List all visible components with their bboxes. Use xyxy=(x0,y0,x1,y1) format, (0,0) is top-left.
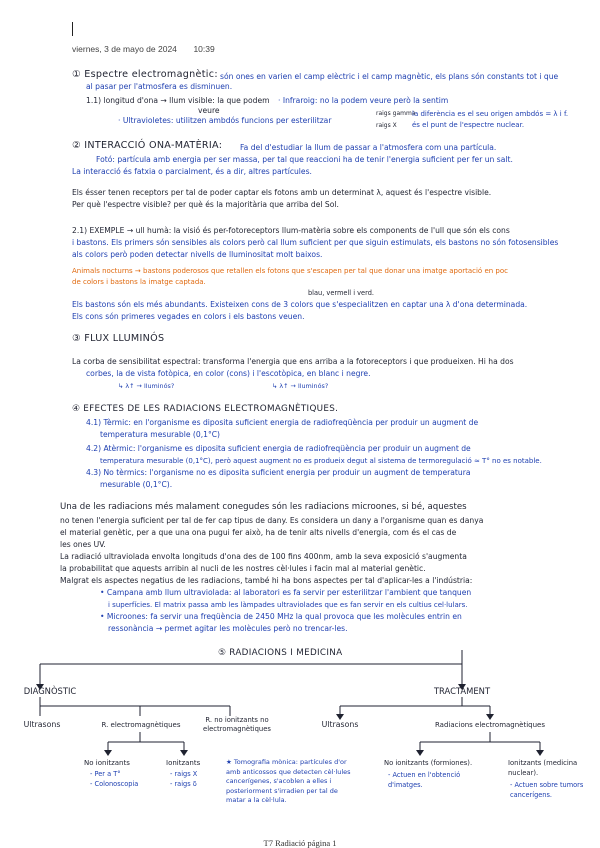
tract-ionitzants: Ionitzants (medicina nuclear). xyxy=(508,759,578,777)
para-bullet-2: • Microones: fa servir una freqüència de 2450 MHz la qual provoca que les molècules entrin en xyxy=(100,612,462,621)
s2-p1: Fa del d'estudiar la llum de passar a l'atmosfera com una partícula. xyxy=(240,143,497,152)
s2-example-3: als colors però poden detectar nivells de lluminositat molt baixos. xyxy=(72,250,323,259)
para-line-4: les ones UV. xyxy=(60,540,106,549)
diag-tomografia: ★ Tomografia mònica: partícules d'or amb anticossos que detecten cèl·lules cancerígenes, s'acoblen a elles i posteriorment s'irradien per tal de matar a la cèl·lula. xyxy=(226,758,351,804)
s4-termic-2: temperatura mesurable (0,1°C) xyxy=(100,430,221,439)
s2-p4: Els ésser tenen receptors per tal de poder captar els fotons amb un determinat λ, aquest és l'espectre visible. xyxy=(72,188,492,197)
s4-termic-1: 4.1) Tèrmic: en l'organisme es diposita suficient energia de radiofreqüència per produir un augment de xyxy=(86,418,479,427)
s4-atermic-2: temperatura mesurable (0,1°C), però aquest augment no es produeix degut al sistema de termoregulació ≈ T° no es notable. xyxy=(100,457,542,465)
diag-no-ion-a: - Per a T° xyxy=(90,770,121,778)
s2-bastons-2: Els cons són primeres vegades en colors i els bastons veuen. xyxy=(72,312,305,321)
section-2-title: ② INTERACCIÓ ONA-MATÈRIA: xyxy=(72,140,223,151)
s1-infraroig: · Infraroig: no la podem veure però la sentim xyxy=(278,96,449,105)
s2-p3: La interacció és fatxia o parcialment, és a dir, altres partícules. xyxy=(72,167,312,176)
s2-p2: Fotó: partícula amb energia per ser massa, per tal que reaccioni ha de tenir l'energia suficient per fer un salt. xyxy=(96,155,513,164)
s2-example-2: i bastons. Els primers són sensibles als colors però cal llum suficient per que siguin estimulats, els bastons no són fotosensibles xyxy=(72,238,559,247)
s1-definition: són ones en varien el camp elèctric i el camp magnètic, els plans són constants tot i que xyxy=(220,72,559,81)
diagnostic-heading: DIAGNÒSTIC xyxy=(23,686,77,696)
diag-no-ion-b: - Colonoscopia xyxy=(90,780,139,788)
tract-radiacions-em: Radiacions electromagnètiques xyxy=(434,721,546,729)
s2-example-1: 2.1) EXEMPLE → ull humà: la visió és per-fotoreceptors llum-matèria sobre els components de l'ull que són els cons xyxy=(72,226,510,235)
s1-diferencia-2: és el punt de l'espectre nuclear. xyxy=(412,121,525,129)
s3-sub-2: ↳ λ↑ → lluminós? xyxy=(272,382,329,390)
s4-notermic-2: mesurable (0,1°C). xyxy=(100,480,173,489)
s4-notermic-1: 4.3) No tèrmics: l'organisme no es diposita suficient energia per produir un augment de temperatura xyxy=(86,468,471,477)
s4-atermic-1: 4.2) Atèrmic: l'organisme es diposita suficient energia de radiofreqüència per produir un augment de xyxy=(86,444,471,453)
tract-ion-a: - Actuen sobre tumors cancerígens. xyxy=(510,781,584,799)
diag-no-ionitzants: No ionitzants xyxy=(84,759,130,767)
para-line-1: Una de les radiacions més malament conegudes són les radiacions microones, si bé, aquestes xyxy=(60,502,467,512)
para-bullet-2b: ressonància → permet agitar les molècules però no trencar-les. xyxy=(108,624,348,633)
s2-animals-1: Animals nocturns → bastons poderosos que retallen els fotons que s'escapen per tal que donar una imatge aportació en poc xyxy=(72,267,508,275)
s1-ultraviolades: · Ultravioletes: utilitzen ambdós funcions per esterilitzar xyxy=(118,116,332,125)
s2-rgb: blau, vermell i verd. xyxy=(308,289,374,297)
s2-bastons-1: Els bastons són els més abundants. Existeixen cons de 3 colors que s'especialitzen en captar una λ d'ona determinada. xyxy=(72,300,528,309)
para-line-5: La radiació ultraviolada envolta longituds d'ona des de 100 fins 400nm, amb la seva exposició s'augmenta xyxy=(60,552,467,561)
s1-raigs-x: raigs X xyxy=(376,122,397,129)
para-line-3: el material genètic, per a que una ona pugui fer això, ha de tenir alts nivells d'energia, com és el cas de xyxy=(60,528,457,537)
s2-animals-2: de colors i bastons la imatge captada. xyxy=(72,278,206,286)
section-5-title: ⑤ RADIACIONS I MEDICINA xyxy=(218,648,343,658)
s1-longitud-2: veure xyxy=(198,106,220,115)
diag-r-no-ionitzants: R. no ionitzants no electromagnètiques xyxy=(203,716,271,733)
section-3-title: ③ FLUX LLUMINÓS xyxy=(72,333,165,344)
para-line-2: no tenen l'energia suficient per tal de fer cap tipus de dany. Es considera un dany a l'organisme quan es danya xyxy=(60,516,484,525)
diag-r-electromagnetiques: R. electromagnètiques xyxy=(101,721,181,729)
diag-ion-a: - raigs X xyxy=(170,770,198,778)
diag-ultrasons: Ultrasons xyxy=(23,720,61,729)
page-footer: T7 Radiació página 1 xyxy=(263,838,337,848)
s1-longitud: 1.1) longitud d'ona → llum visible: la que podem xyxy=(86,96,270,105)
page-date: viernes, 3 de mayo de 2024 10:39 xyxy=(72,44,215,54)
para-line-6: la probabilitat que aquests arribin al nucli de les nostres cèl·lules i facin mal al material genètic. xyxy=(60,564,426,573)
diag-ion-b: - raigs δ xyxy=(170,780,197,788)
para-bullet-1b: i superfícies. El matrix passa amb les làmpades ultraviolades que es fan servir en els cultius cel·lulars. xyxy=(108,601,468,609)
para-bullet-1: • Campana amb llum ultraviolada: al laboratori es fa servir per esterilitzar l'ambient que tanquen xyxy=(100,588,472,597)
tract-no-ionitzants: No ionitzants (formiones). xyxy=(384,759,473,767)
section-4-title: ④ EFECTES DE LES RADIACIONS ELECTROMAGNÈTIQUES. xyxy=(72,404,339,414)
s1-raigs-gamma: raigs gamma xyxy=(376,110,416,117)
s1-diferencia: la diferència es el seu origen ambdós = λ i f. xyxy=(412,110,569,118)
s1-definition-2: al pasar per l'atmosfera es disminuen. xyxy=(86,82,233,91)
s3-line-2: corbes, la de vista fotòpica, en color (cons) i l'escotòpica, en blanc i negre. xyxy=(86,369,371,378)
tractament-heading: TRACTAMENT xyxy=(433,686,491,696)
s2-p5: Per què l'espectre visible? per què és la majoritària que arriba del Sol. xyxy=(72,200,339,209)
tract-no-ion-a: - Actuen en l'obtenció d'imatges. xyxy=(388,771,461,789)
s3-line-1: La corba de sensibilitat espectral: transforma l'energia que ens arriba a la fotoreceptors i que produeixen. Hi ha dos xyxy=(72,357,514,366)
para-line-7: Malgrat els aspectes negatius de les radiacions, també hi ha bons aspectes per tal d'aplicar-les a l'indústria: xyxy=(60,576,473,585)
s3-sub-1: ↳ λ↑ → lluminós? xyxy=(118,382,175,390)
section-1-title: ① Espectre electromagnètic: xyxy=(72,69,218,80)
diag-ionitzants: Ionitzants xyxy=(166,759,201,767)
tract-ultrasons: Ultrasons xyxy=(321,720,359,729)
